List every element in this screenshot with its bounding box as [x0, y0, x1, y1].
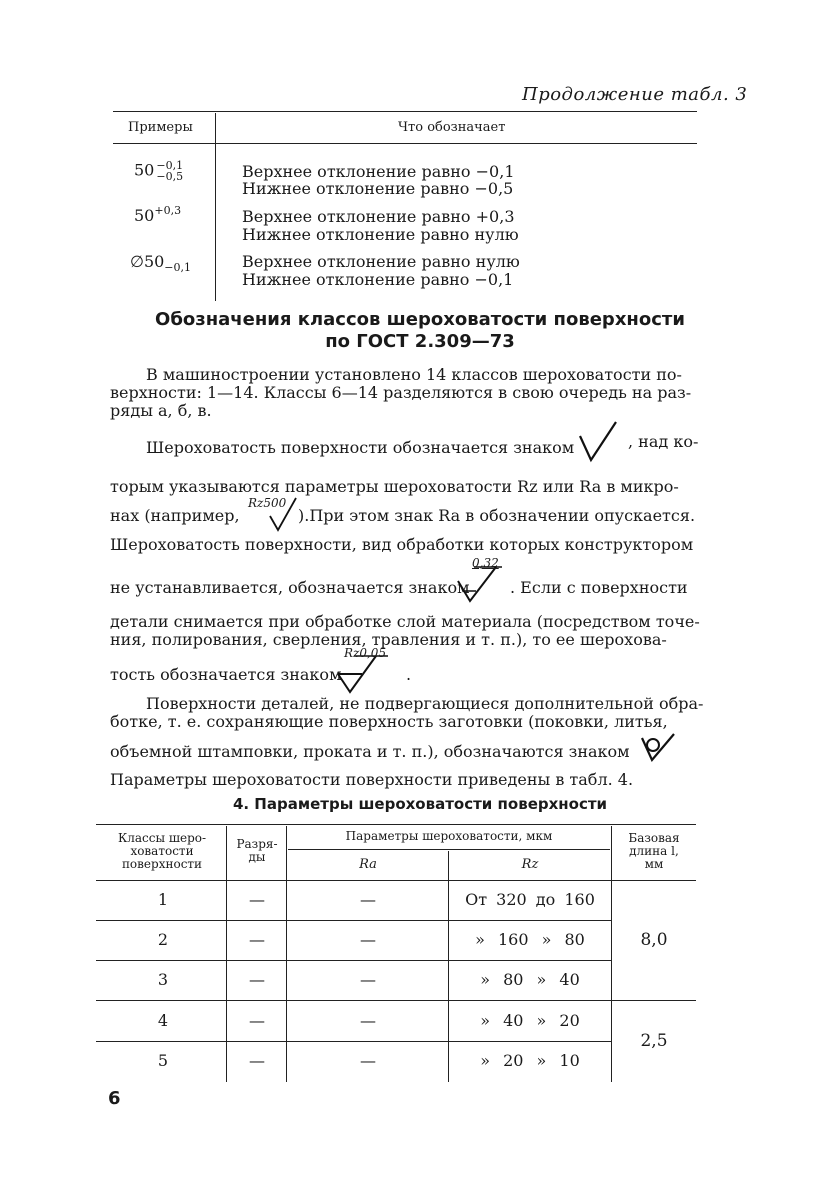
p2-line4: Шероховатость поверхности, вид обработки которых конструктором: [110, 535, 694, 554]
table4-row2-class: 2: [157, 930, 169, 949]
p1-line3: ряды а, б, в.: [110, 401, 212, 420]
table3-column-divider: [215, 113, 216, 301]
p2-line6: детали снимается при обработке слой материала (посредством точе-: [110, 612, 700, 631]
table4-header-rank: Разря- ды: [236, 837, 278, 864]
table4-row5-class: 5: [157, 1051, 169, 1070]
table4-row2-ra: —: [360, 930, 376, 949]
table4-row3-rank: —: [249, 970, 265, 989]
example-1: 50 −0,1 −0,5: [134, 159, 184, 183]
table4-row1-rank: —: [249, 890, 265, 909]
table4-row3-ra: —: [360, 970, 376, 989]
table4-row5-rz: » 20 » 10: [480, 1051, 580, 1070]
p3-line4: Параметры шероховатости поверхности приведены в табл. 4.: [110, 770, 634, 789]
example-2: $50^{+0,3}$: [134, 204, 182, 225]
p2-line7: ния, полирования, сверления, травления и т. п.), то ее шерохова-: [110, 630, 667, 649]
table4-divider-rank: [286, 826, 287, 1082]
table4-row-rule: [96, 1000, 696, 1001]
table4-row4-rz: » 40 » 20: [480, 1011, 580, 1030]
table4-row2-rz: » 160 » 80: [475, 930, 585, 949]
p2-line8a: тость обозначается знаком: [110, 665, 342, 684]
table4-header-params: Параметры шероховатости, мкм: [345, 829, 553, 843]
meaning-3-line1: Верхнее отклонение равно нулю: [242, 252, 520, 271]
p2-line8b: .: [406, 665, 412, 684]
p1-line1: В машиностроении установлено 14 классов шероховатости по-: [146, 365, 682, 384]
table4-header-rz: Rz: [521, 857, 539, 872]
table4-row1-ra: —: [360, 890, 376, 909]
table4-row4-ra: —: [360, 1011, 376, 1030]
roughness-symbol-example-label: Rz500: [248, 496, 287, 510]
p2-line1a: Шероховатость поверхности обозначается знаком: [146, 438, 575, 457]
meaning-2-line1: Верхнее отклонение равно +0,3: [242, 207, 515, 226]
section-title-line2: по ГОСТ 2.309—73: [325, 331, 515, 352]
table4-params-rule: [288, 849, 610, 850]
table4-divider-rz: [448, 851, 449, 1082]
p2-line5a: не устанавливается, обозначается знаком: [110, 578, 470, 597]
p2-line1b: , над ко-: [628, 432, 699, 451]
table4-row5-rank: —: [249, 1051, 265, 1070]
roughness-symbol-unmachined: [640, 732, 676, 764]
p3-line2: ботке, т. е. сохраняющие поверхность заготовки (поковки, литья,: [110, 712, 668, 731]
table3-header-meaning: Что обозначает: [398, 120, 506, 135]
table4-row-rule: [96, 1041, 611, 1042]
table4-caption: 4. Параметры шероховатости поверхности: [232, 795, 608, 813]
example-3: $\emptyset 50_{-0,1}$: [130, 252, 192, 274]
p2-line3b: ).При этом знак Ra в обозначении опускается.: [298, 506, 696, 525]
table3-top-rule: [113, 111, 697, 112]
table3-header-rule: [113, 143, 697, 144]
table4-row3-rz: » 80 » 40: [480, 970, 580, 989]
table4-row4-class: 4: [157, 1011, 169, 1030]
table3-header-examples: Примеры: [128, 120, 193, 135]
table4-row1-rz: От 320 до 160: [465, 890, 595, 909]
table4-row5-ra: —: [360, 1051, 376, 1070]
p2-line5b: . Если с поверхности: [510, 578, 688, 597]
table4-header-class: Классы шеро- ховатости поверхности: [117, 831, 207, 871]
p2-line3a: нах (например,: [110, 506, 240, 525]
table4-divider-class: [226, 826, 227, 1082]
table4-top-rule: [96, 824, 696, 825]
roughness-symbol-removal-label: Rz0,05: [344, 646, 387, 660]
table4-base-4-5: 2,5: [640, 1031, 668, 1051]
table4-base-1-3: 8,0: [640, 930, 668, 950]
table4-row1-class: 1: [157, 890, 169, 909]
p3-line3a: объемной штамповки, проката и т. п.), обозначаются знаком: [110, 742, 630, 761]
roughness-symbol-unspecified-label: 0,32: [472, 556, 499, 570]
page-number: 6: [108, 1088, 121, 1109]
section-title-line1: Обозначения классов шероховатости поверхности: [155, 309, 685, 330]
table4-header-base: Базовая длина l, мм: [628, 831, 680, 871]
table4-row4-rank: —: [249, 1011, 265, 1030]
meaning-1-line2: Нижнее отклонение равно −0,5: [242, 179, 514, 198]
meaning-3-line2: Нижнее отклонение равно −0,1: [242, 270, 514, 289]
p1-line2: верхности: 1—14. Классы 6—14 разделяются в свою очередь на раз-: [110, 383, 692, 402]
p2-line2: торым указываются параметры шероховатости Rz или Ra в микро-: [110, 477, 679, 496]
table4-header-ra: Ra: [359, 857, 377, 872]
meaning-1-line1: Верхнее отклонение равно −0,1: [242, 162, 515, 181]
p3-line1: Поверхности деталей, не подвергающиеся дополнительной обра-: [146, 694, 704, 713]
table4-header-rule: [96, 880, 696, 881]
table4-row-rule: [96, 960, 611, 961]
table4-row-rule: [96, 920, 611, 921]
meaning-2-line2: Нижнее отклонение равно нулю: [242, 225, 519, 244]
roughness-symbol-basic: [578, 420, 618, 464]
table4-row3-class: 3: [157, 970, 169, 989]
table4-row2-rank: —: [249, 930, 265, 949]
continuation-label: Продолжение табл. 3: [522, 84, 748, 105]
